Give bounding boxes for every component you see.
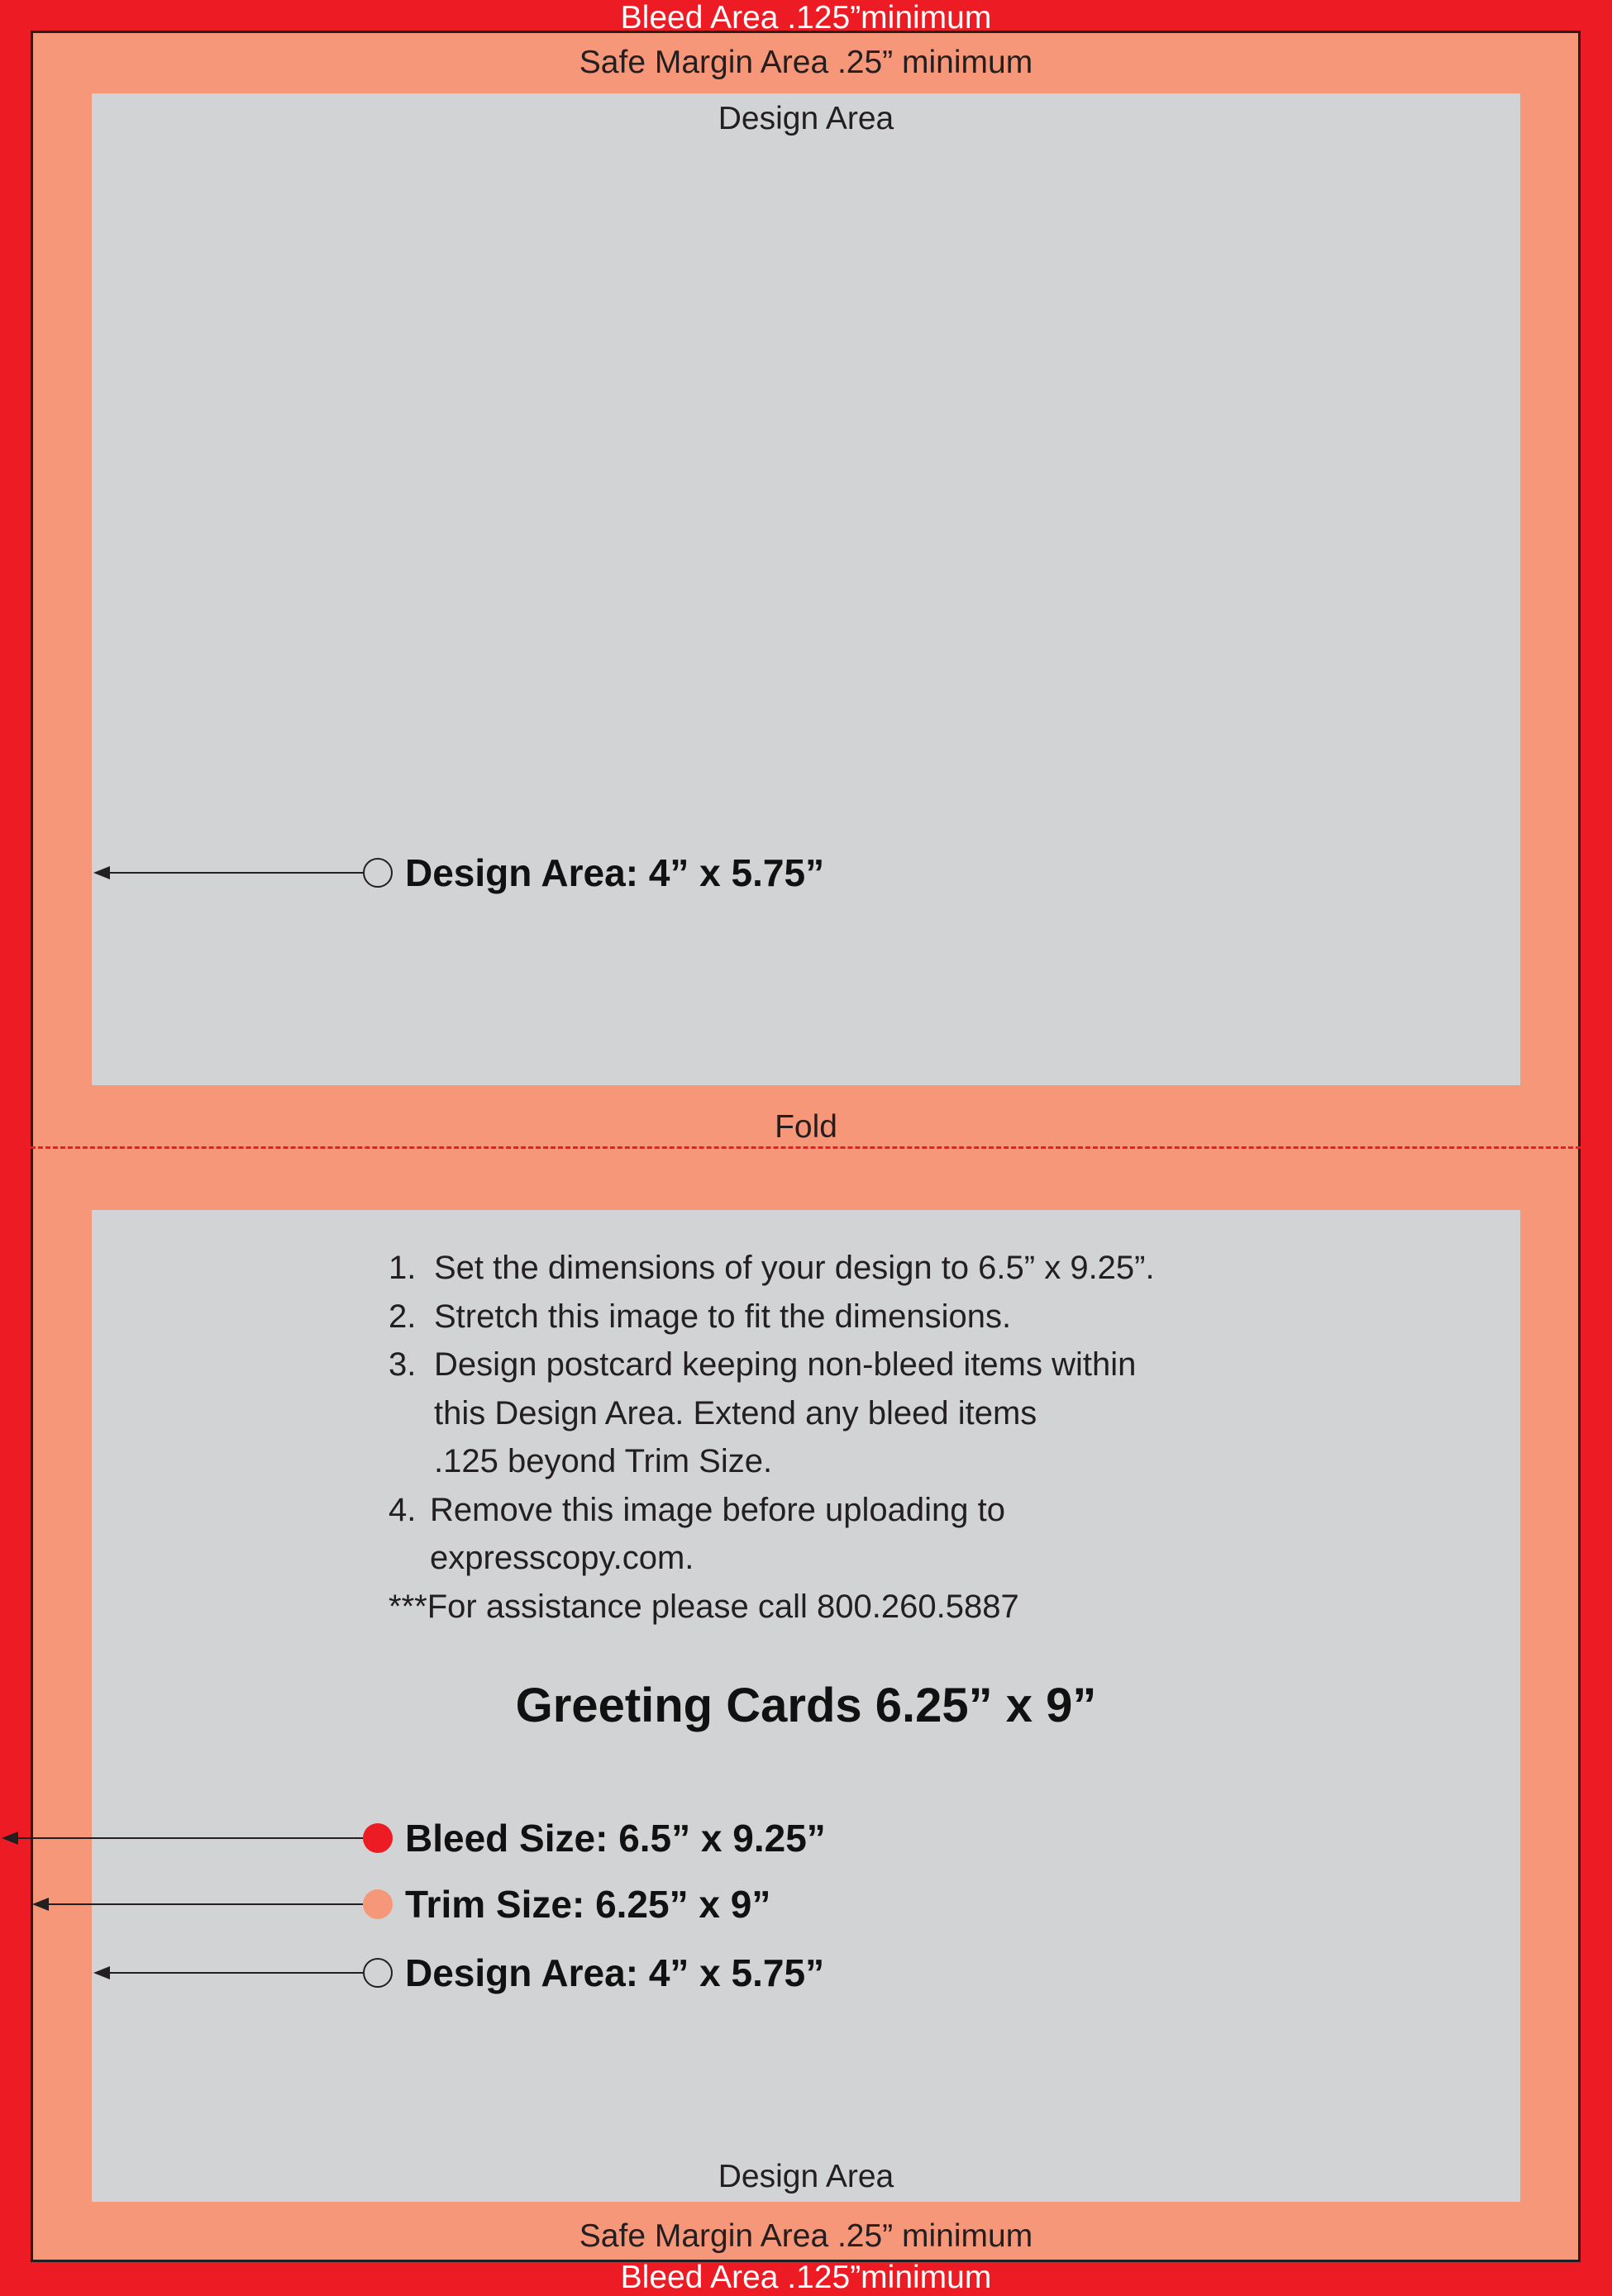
design-area-label-bottom: Design Area [718,2159,894,2194]
instruction-text: Remove this image before uploading to expresscopy.com. [430,1491,1005,1576]
arrow-line-top-design [106,872,364,874]
design-area-marker-icon [363,1958,393,1988]
bleed-size-legend: Bleed Size: 6.5” x 9.25” [405,1817,826,1860]
bleed-area-label-top: Bleed Area .125”minimum [620,0,992,36]
fold-label: Fold [775,1109,837,1145]
instruction-item [389,1341,1381,1486]
trim-size-marker-icon [363,1889,393,1919]
instruction-list [389,1244,1381,1583]
safe-margin-label-bottom: Safe Margin Area .25” minimum [579,2218,1033,2254]
instruction-text: Design postcard keeping non-bleed items within this Design Area. Extend any bleed items .125 beyond Trim Size. [434,1346,1137,1479]
assistance-note: ***For assistance please call 800.260.5887 [389,1588,1019,1625]
top-design-area-legend: Design Area: 4” x 5.75” [405,851,825,894]
instruction-number: 2. [389,1298,417,1335]
design-area-label-top: Design Area [718,101,894,136]
instruction-number: 3. [389,1346,417,1383]
instruction-item [389,1293,1381,1341]
instruction-number: 4. [389,1491,417,1528]
card-title: Greeting Cards 6.25” x 9” [515,1679,1097,1732]
design-area-top-panel [92,93,1520,1085]
trim-size-legend: Trim Size: 6.25” x 9” [405,1883,771,1926]
bottom-design-area-legend: Design Area: 4” x 5.75” [405,1951,825,1994]
safe-margin-label-top: Safe Margin Area .25” minimum [579,45,1033,80]
instruction-text: Stretch this image to fit the dimensions. [434,1298,1012,1335]
design-area-marker-icon [363,858,393,888]
instructions-block [389,1244,1381,1631]
instruction-item [389,1244,1381,1293]
instruction-text: Set the dimensions of your design to 6.5” x 9.25”. [434,1250,1155,1286]
fold-line [31,1146,1581,1149]
bleed-area-label-bottom: Bleed Area .125”minimum [620,2260,992,2295]
instruction-item [389,1486,1381,1583]
arrow-line-bleed [15,1837,364,1839]
instruction-number: 1. [389,1250,417,1286]
bleed-size-marker-icon [363,1823,393,1853]
arrow-line-bottom-design [106,1972,364,1974]
arrow-line-trim [45,1903,364,1905]
